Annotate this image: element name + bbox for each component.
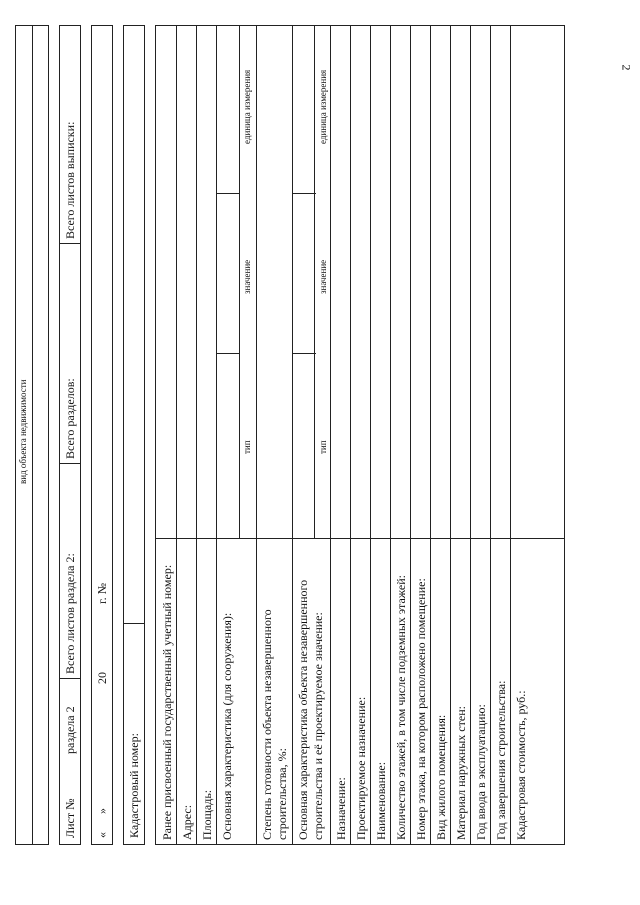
year-prefix: 20 <box>95 672 109 684</box>
row-label: Степень готовности объекта незавершенного строительства, %: <box>260 609 289 840</box>
subcol-value: значение <box>242 259 252 294</box>
row-label: Материал наружных стен: <box>454 706 468 840</box>
row-label: Адрес: <box>180 804 194 840</box>
subcol-type: тип <box>242 440 252 454</box>
row-label: Площадь: <box>200 789 214 840</box>
extract-form <box>15 25 565 845</box>
row-label: Вид жилого помещения: <box>434 714 448 840</box>
sheet-row <box>59 25 81 845</box>
subcol-type: тип <box>318 440 328 454</box>
row-label: Основная характеристика (для сооружения): <box>220 612 234 840</box>
date-row <box>91 25 113 845</box>
row-label: Проектируемое назначение: <box>354 696 368 840</box>
cadastral-row <box>123 25 145 845</box>
main-table <box>155 25 565 845</box>
row-label: Наименование: <box>374 761 388 840</box>
sheets-in-section-label: Всего листов раздела 2: <box>63 553 77 674</box>
cadastral-label: Кадастровый номер: <box>127 733 141 838</box>
open-quote: « <box>95 832 109 838</box>
row-label: Год завершения строительства: <box>494 680 508 840</box>
row-label: Кадастровая стоимость, руб.: <box>514 690 528 840</box>
object-type-caption: вид объекта недвижимости <box>18 379 28 484</box>
subcol-unit: единица измерения <box>318 69 328 144</box>
page-number: 2 <box>619 64 634 71</box>
section-label: раздела 2 <box>63 706 77 754</box>
row-label: Назначение: <box>334 777 348 840</box>
total-sheets-label: Всего листов выписки: <box>63 121 77 239</box>
object-type-box <box>15 25 49 845</box>
row-label: Номер этажа, на котором расположено помещение: <box>414 578 428 840</box>
row-label: Год ввода в эксплуатацию: <box>474 704 488 840</box>
total-sections-label: Всего разделов: <box>63 378 77 459</box>
subcol-value: значение <box>318 259 328 294</box>
row-label: Основная характеристика объекта незавершенного строительства и её проектируемое значение: <box>296 579 325 840</box>
row-label: Количество этажей, в том числе подземных этажей: <box>394 575 408 840</box>
sheet-no-label: Лист № <box>63 798 77 838</box>
subcol-unit: единица измерения <box>242 69 252 144</box>
year-suffix: г. № <box>95 582 109 604</box>
close-quote: » <box>95 808 109 814</box>
row-label: Ранее присвоенный государственный учетный номер: <box>160 564 174 840</box>
